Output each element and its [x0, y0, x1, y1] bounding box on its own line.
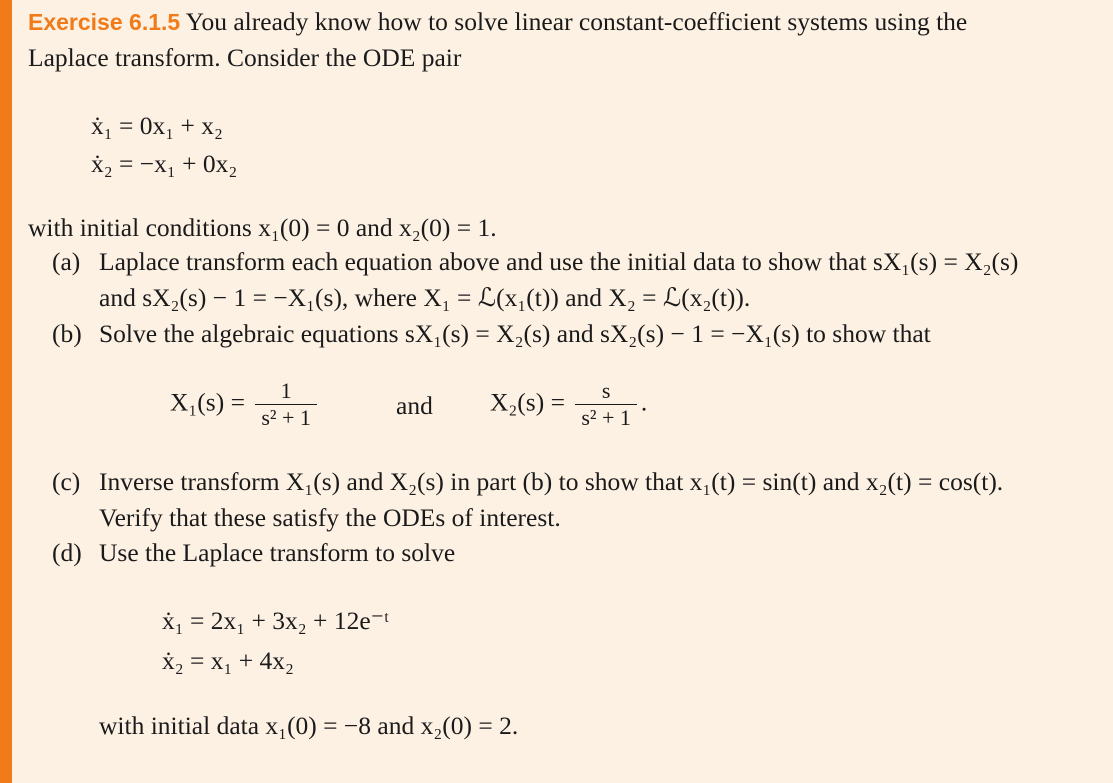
part-d-initial: with initial data x₁(0) = −8 and x₂(0) = 2.: [99, 711, 519, 740]
system1-eq2: ẋ₂ = −x₁ + 0x₂: [91, 149, 238, 178]
x2-numerator: s: [601, 378, 611, 403]
x1-equation: [170, 378, 321, 431]
intro-line-1: [28, 6, 967, 38]
x2-fraction: [575, 378, 637, 431]
system1-eq1: ẋ₁ = 0x₁ + x₂: [91, 111, 223, 140]
x1-lhs: X₁(s) =: [170, 387, 245, 417]
exercise-label: Exercise 6.1.5: [28, 9, 181, 35]
intro-text-1: You already know how to solve linear constant-coefficient systems using the: [185, 7, 968, 36]
part-c-label: (c): [52, 467, 81, 496]
system2-eq2: ẋ₂ = x₁ + 4x₂: [162, 646, 294, 675]
part-b-line-1: Solve the algebraic equations sX₁(s) = X₂(s) and sX₂(s) − 1 = −X₁(s) to show that: [99, 319, 931, 348]
part-b-label: (b): [52, 319, 82, 348]
part-c-line-2: Verify that these satisfy the ODEs of interest.: [99, 503, 561, 532]
x2-equation: [490, 378, 647, 431]
x1-denominator: s² + 1: [255, 404, 317, 431]
x1-numerator: 1: [280, 378, 292, 403]
part-a-line-2: and sX₂(s) − 1 = −X₁(s), where X₁ = ℒ(x₁(t)) and X₂ = ℒ(x₂(t)).: [99, 283, 751, 312]
accent-bar: [0, 0, 12, 783]
system2-eq1: ẋ₁ = 2x₁ + 3x₂ + 12e⁻ᵗ: [162, 606, 389, 635]
initial-conditions: with initial conditions x₁(0) = 0 and x₂(0) = 1.: [28, 213, 497, 242]
x2-denominator: s² + 1: [575, 404, 637, 431]
part-a-line-1: Laplace transform each equation above and use the initial data to show that sX₁(s) = X₂(s): [99, 247, 1019, 276]
part-c-line-1: Inverse transform X₁(s) and X₂(s) in part (b) to show that x₁(t) = sin(t) and x₂(t) = cos(t).: [99, 467, 1004, 496]
x2-lhs: X₂(s) =: [490, 387, 565, 417]
and-word: and: [396, 391, 433, 420]
part-a-label: (a): [52, 247, 81, 276]
x2-period: .: [640, 387, 648, 417]
part-d-label: (d): [52, 538, 82, 567]
intro-line-2: Laplace transform. Consider the ODE pair: [28, 43, 462, 72]
exercise-box: [28, 0, 1106, 783]
x1-fraction: [255, 378, 317, 431]
part-d-line-1: Use the Laplace transform to solve: [99, 538, 456, 567]
